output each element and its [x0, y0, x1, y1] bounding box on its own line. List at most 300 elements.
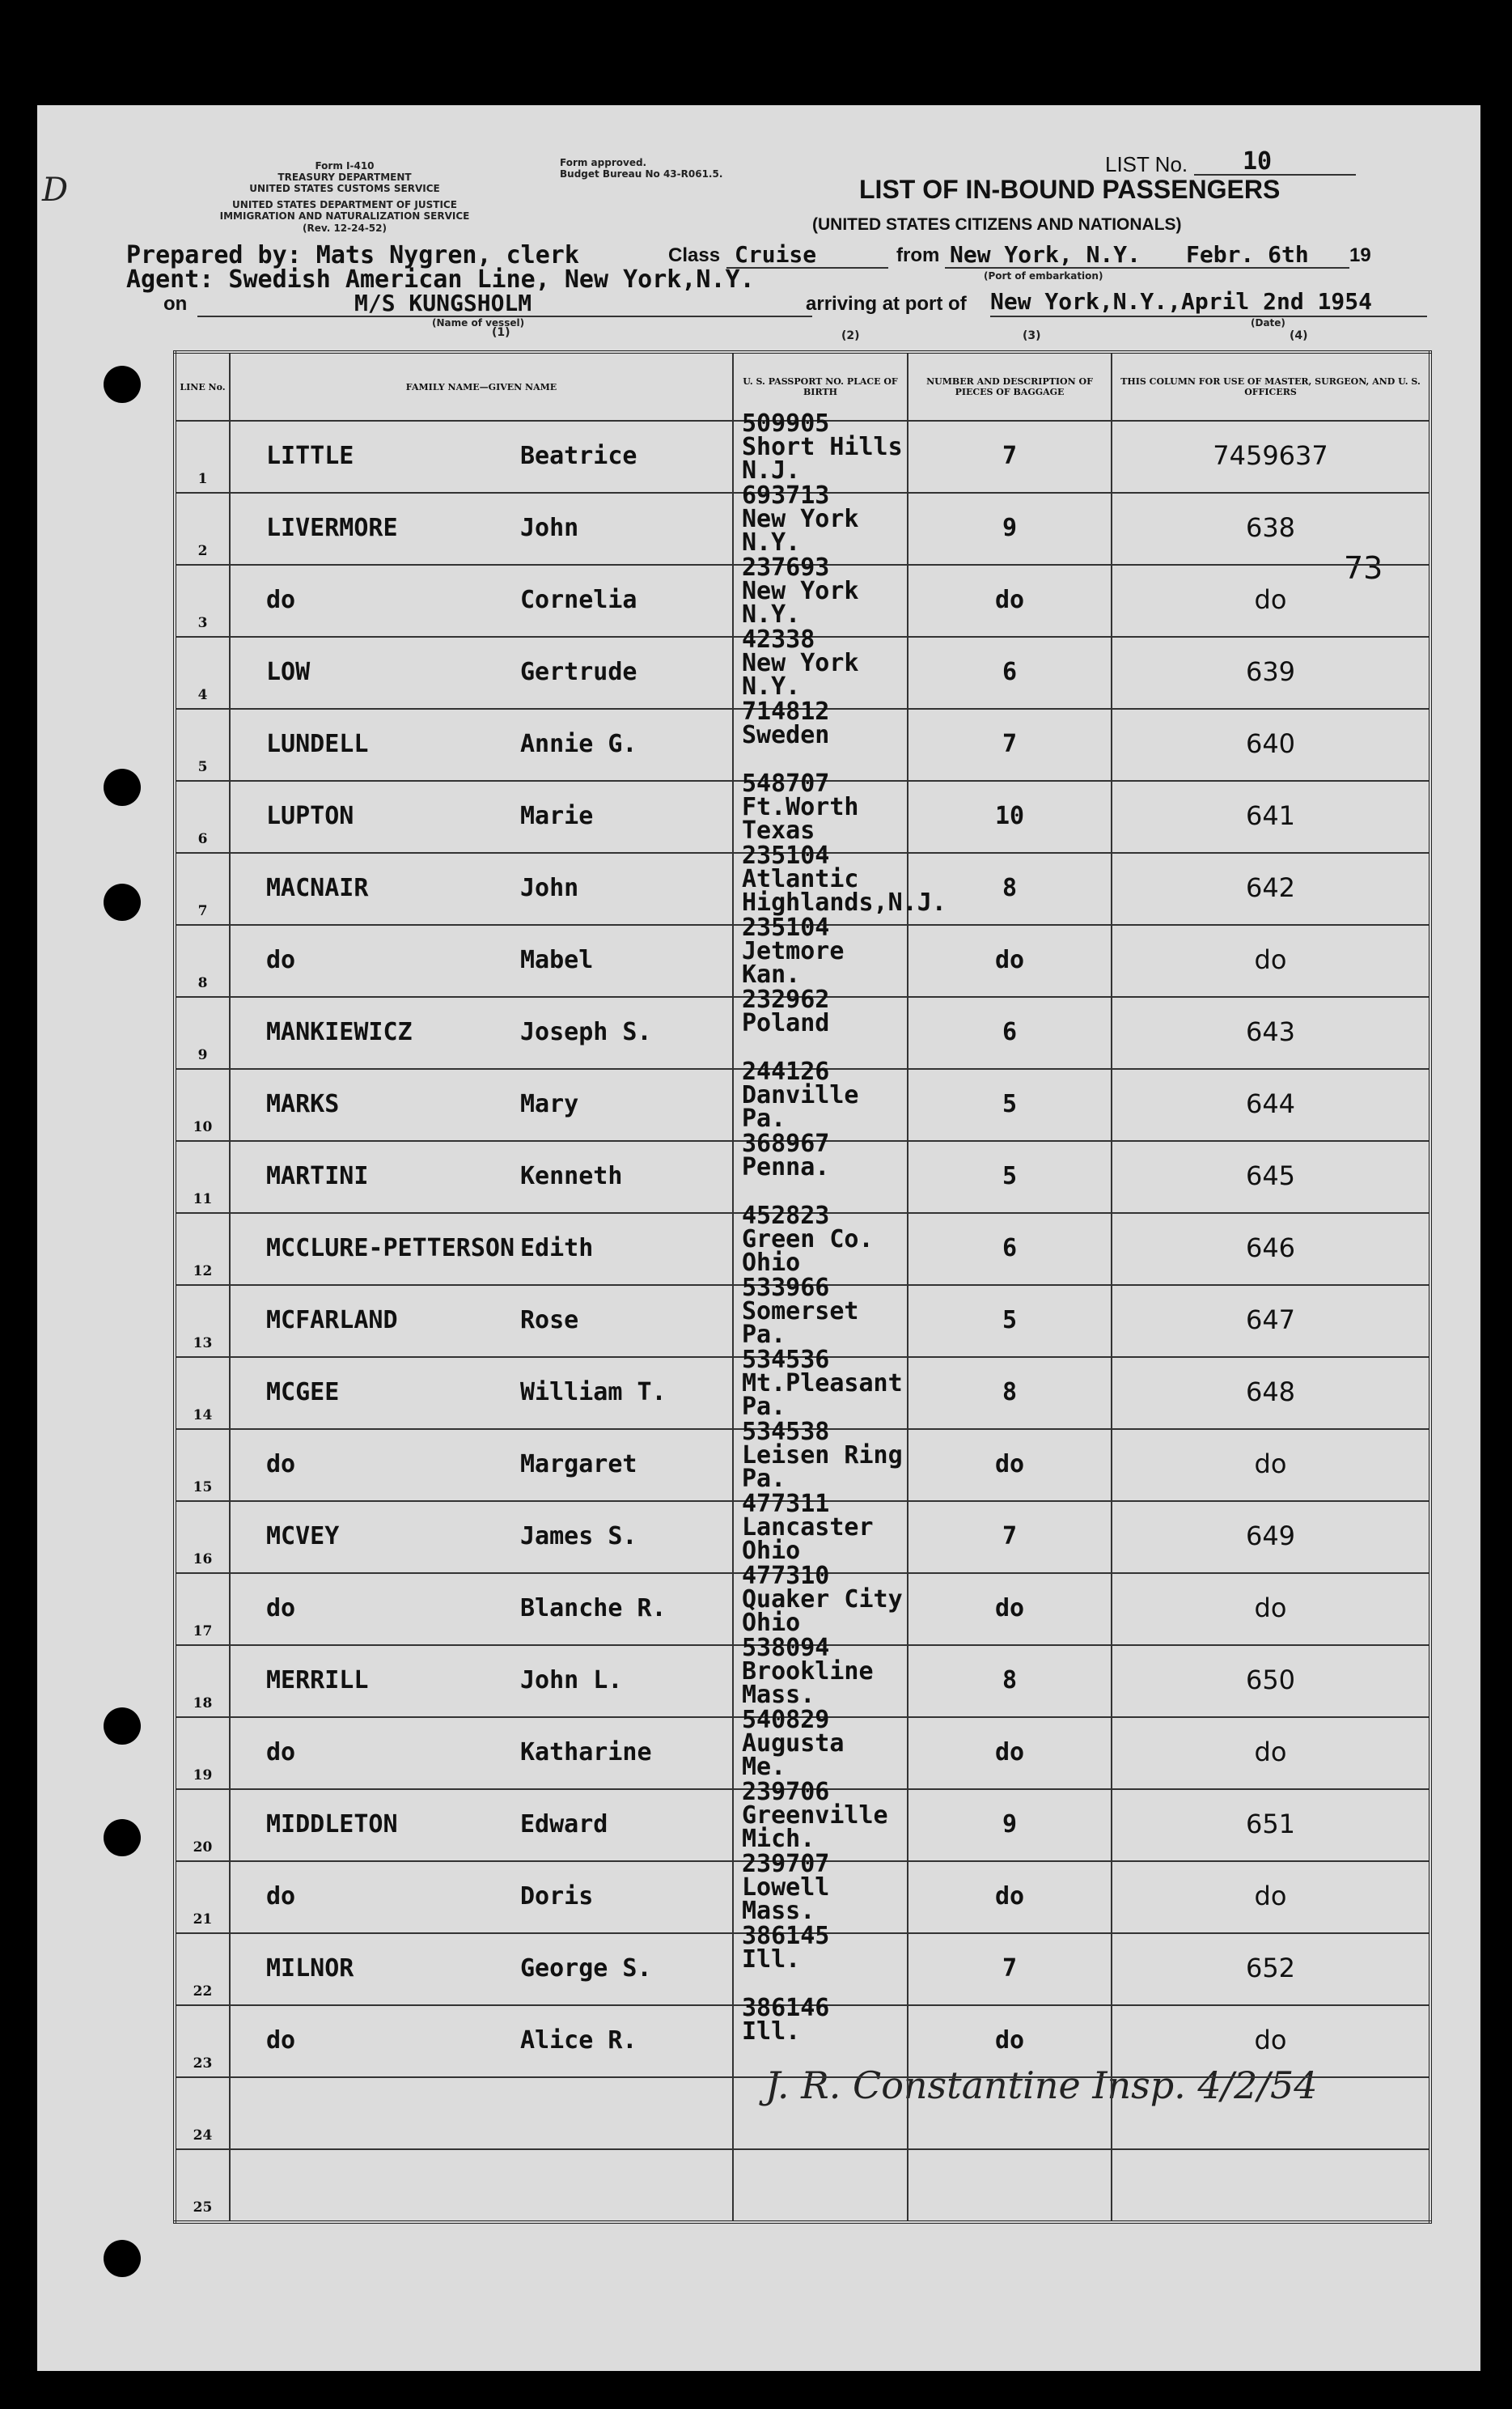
line-number: 3: [197, 615, 208, 631]
baggage-count: do: [994, 1738, 1025, 1766]
line-number-cell: [175, 2005, 230, 2077]
line-number-cell: [175, 1933, 230, 2005]
name-cell: [230, 493, 733, 565]
line-number-cell: [175, 493, 230, 565]
line-number: 9: [197, 1047, 208, 1063]
family-name: MARTINI: [266, 1162, 369, 1190]
table-row: [175, 2005, 1430, 2077]
baggage-count: 8: [1002, 1666, 1018, 1694]
column-number-3: (3): [1023, 329, 1041, 342]
baggage-cell: [908, 1933, 1112, 2005]
line-number-cell: [175, 997, 230, 1069]
passport-number: 534536: [742, 1346, 830, 1374]
place-of-birth-line2: N.Y.: [742, 528, 801, 557]
line-number: 22: [193, 1983, 213, 2000]
official-number: do: [1254, 944, 1287, 975]
vessel-caption: (Name of vessel): [432, 317, 525, 329]
name-cell: [230, 2005, 733, 2077]
baggage-cell: [908, 997, 1112, 1069]
form-title: LIST OF IN-BOUND PASSENGERS: [859, 175, 1281, 204]
official-number: 645: [1245, 1160, 1296, 1191]
baggage-cell: [908, 2149, 1112, 2222]
given-name: Mary: [520, 1090, 579, 1118]
passport-number: 239707: [742, 1850, 830, 1878]
name-cell: [230, 1717, 733, 1789]
from-year: 19: [1349, 244, 1371, 266]
official-number: do: [1254, 584, 1287, 615]
official-cell: [1112, 1357, 1430, 1429]
given-name: Beatrice: [520, 442, 637, 470]
family-name: do: [266, 1594, 296, 1622]
passport-cell: [733, 2149, 908, 2222]
place-of-birth: Greenville: [742, 1801, 888, 1830]
column-number-2: (2): [841, 329, 860, 342]
class-label: Class: [668, 244, 721, 266]
inspector-signature: J. R. Constantine Insp. 4/2/54: [765, 2063, 1318, 2107]
name-cell: [230, 1789, 733, 1861]
binder-hole: [104, 1819, 141, 1856]
baggage-cell: [908, 1069, 1112, 1141]
line-number: 12: [193, 1263, 213, 1279]
official-number: do: [1254, 2025, 1287, 2055]
corner-mark: D: [42, 172, 69, 209]
name-cell: [230, 1213, 733, 1285]
baggage-count: 7: [1002, 442, 1018, 470]
baggage-count: do: [994, 946, 1025, 974]
line-number: 2: [197, 543, 208, 559]
place-of-birth-line2: Ohio: [742, 1249, 801, 1277]
place-of-birth: New York: [742, 505, 859, 533]
form-number: Form I-410: [315, 160, 375, 172]
row-1-extra-number: 73: [1344, 550, 1383, 586]
treasury-department: TREASURY DEPARTMENT: [277, 172, 412, 183]
place-of-birth-line2: Pa.: [742, 1321, 786, 1349]
place-of-birth: Lancaster: [742, 1513, 874, 1542]
line-number-cell: [175, 2077, 230, 2149]
family-name: MCVEY: [266, 1522, 340, 1550]
passport-number: 232962: [742, 986, 830, 1014]
line-number-cell: [175, 925, 230, 997]
official-number: 7459637: [1213, 440, 1328, 471]
name-cell: [230, 997, 733, 1069]
official-number: 639: [1245, 656, 1296, 687]
baggage-cell: [908, 1213, 1112, 1285]
place-of-birth: Brookline: [742, 1657, 874, 1686]
budget-bureau: Budget Bureau No 43-R061.5.: [560, 168, 723, 180]
given-name: William T.: [520, 1378, 667, 1406]
line-number: 11: [193, 1191, 213, 1207]
line-number-cell: [175, 1645, 230, 1717]
official-number: 648: [1245, 1376, 1296, 1407]
line-number: 13: [193, 1335, 213, 1351]
line-number-cell: [175, 637, 230, 709]
baggage-cell: [908, 1141, 1112, 1213]
line-number: 8: [197, 975, 208, 991]
family-name: MERRILL: [266, 1666, 369, 1694]
passport-number: 538094: [742, 1634, 830, 1662]
given-name: Edward: [520, 1810, 608, 1839]
name-cell: [230, 709, 733, 781]
baggage-cell: [908, 2005, 1112, 2077]
line-number: 23: [193, 2055, 213, 2072]
family-name: do: [266, 2026, 296, 2055]
official-cell: [1112, 1789, 1430, 1861]
baggage-count: 7: [1002, 1954, 1018, 1983]
passenger-table: [173, 350, 1432, 2224]
name-cell: [230, 1573, 733, 1645]
passport-number: 477310: [742, 1562, 830, 1590]
family-name: MCGEE: [266, 1378, 340, 1406]
official-number: 646: [1245, 1232, 1296, 1263]
baggage-cell: [908, 565, 1112, 637]
baggage-cell: [908, 1645, 1112, 1717]
official-cell: [1112, 1501, 1430, 1573]
line-number: 6: [197, 831, 208, 847]
from-date: Febr. 6th: [1186, 241, 1309, 268]
place-of-birth: Mt.Pleasant: [742, 1369, 903, 1397]
line-number-cell: [175, 781, 230, 853]
passport-number: 693713: [742, 481, 830, 510]
passport-number: 42338: [742, 626, 815, 654]
given-name: George S.: [520, 1954, 652, 1983]
place-of-birth-line2: Ohio: [742, 1537, 801, 1565]
place-of-birth: Augusta: [742, 1729, 845, 1758]
family-name: do: [266, 586, 296, 614]
official-cell: [1112, 1429, 1430, 1501]
passport-number: 477311: [742, 1490, 830, 1518]
baggage-cell: [908, 1573, 1112, 1645]
column-number-1: (1): [492, 326, 510, 339]
baggage-count: 8: [1002, 1378, 1018, 1406]
line-number: 10: [193, 1119, 213, 1135]
arriving-port-date: New York,N.Y.,April 2nd 1954: [990, 288, 1373, 315]
baggage-count: 5: [1002, 1306, 1018, 1334]
place-of-birth: Ft.Worth: [742, 793, 859, 821]
line-number: 1: [197, 471, 208, 487]
line-number-cell: [175, 421, 230, 493]
class-value: Cruise: [735, 241, 817, 268]
official-cell: [1112, 853, 1430, 925]
given-name: Kenneth: [520, 1162, 623, 1190]
official-cell: [1112, 1717, 1430, 1789]
place-of-birth-line2: N.J.: [742, 456, 801, 485]
place-of-birth-line2: Mich.: [742, 1825, 815, 1853]
column-number-4: (4): [1290, 329, 1308, 342]
place-of-birth-line2: Me.: [742, 1753, 786, 1781]
binder-hole: [104, 366, 141, 403]
official-number: 640: [1245, 728, 1296, 759]
family-name: do: [266, 1882, 296, 1911]
given-name: Edith: [520, 1234, 594, 1262]
arriving-underline: [990, 316, 1427, 317]
baggage-count: 6: [1002, 1018, 1018, 1046]
place-of-birth-line2: Pa.: [742, 1465, 786, 1493]
given-name: Alice R.: [520, 2026, 637, 2055]
place-of-birth: New York: [742, 649, 859, 677]
line-number: 14: [193, 1407, 213, 1423]
place-of-birth-line2: Mass.: [742, 1681, 815, 1709]
passport-cell: [733, 2077, 908, 2149]
given-name: Katharine: [520, 1738, 652, 1766]
name-cell: [230, 421, 733, 493]
form-subtitle: (UNITED STATES CITIZENS AND NATIONALS): [812, 215, 1182, 234]
official-number: 651: [1245, 1809, 1296, 1839]
baggage-cell: [908, 421, 1112, 493]
passport-number: 386145: [742, 1922, 830, 1950]
official-cell: [1112, 493, 1430, 565]
official-cell: [1112, 637, 1430, 709]
line-number-cell: [175, 853, 230, 925]
passport-number: 533966: [742, 1274, 830, 1302]
binder-hole: [104, 2240, 141, 2277]
official-cell: [1112, 781, 1430, 853]
binder-hole: [104, 1707, 141, 1745]
line-number-cell: [175, 2149, 230, 2222]
baggage-count: do: [994, 586, 1025, 614]
official-cell: [1112, 1141, 1430, 1213]
line-number-cell: [175, 1717, 230, 1789]
baggage-count: 10: [994, 802, 1025, 830]
baggage-cell: [908, 637, 1112, 709]
header-passport: U. S. PASSPORT NO. PLACE OF BIRTH: [733, 352, 908, 421]
from-label: from: [896, 244, 940, 266]
port-caption: (Port of embarkation): [984, 270, 1103, 282]
official-number: 638: [1245, 512, 1296, 543]
place-of-birth: Penna.: [742, 1153, 830, 1181]
official-cell: [1112, 1213, 1430, 1285]
passport-number: 237693: [742, 553, 830, 582]
place-of-birth: Green Co.: [742, 1225, 874, 1253]
header-baggage: NUMBER AND DESCRIPTION OF PIECES OF BAGGAGE: [908, 352, 1112, 421]
family-name: MARKS: [266, 1090, 340, 1118]
name-cell: [230, 2077, 733, 2149]
place-of-birth: Ill.: [742, 1945, 801, 1974]
baggage-count: 5: [1002, 1162, 1018, 1190]
name-cell: [230, 781, 733, 853]
baggage-count: 7: [1002, 730, 1018, 758]
given-name: Margaret: [520, 1450, 637, 1478]
official-cell: [1112, 1573, 1430, 1645]
place-of-birth: New York: [742, 577, 859, 605]
place-of-birth: Leisen Ring: [742, 1441, 903, 1470]
place-of-birth: Lowell: [742, 1873, 830, 1902]
place-of-birth-line2: Texas: [742, 816, 815, 845]
baggage-cell: [908, 1501, 1112, 1573]
line-number: 17: [193, 1623, 213, 1639]
name-cell: [230, 565, 733, 637]
official-cell: [1112, 2005, 1430, 2077]
vessel-name: M/S KUNGSHOLM: [354, 290, 532, 316]
line-number: 21: [193, 1911, 213, 1928]
place-of-birth-line2: Mass.: [742, 1897, 815, 1925]
baggage-count: 6: [1002, 658, 1018, 686]
family-name: do: [266, 1738, 296, 1766]
family-name: LUPTON: [266, 802, 354, 830]
place-of-birth-line2: Pa.: [742, 1393, 786, 1421]
name-cell: [230, 1069, 733, 1141]
baggage-cell: [908, 1789, 1112, 1861]
family-name: LUNDELL: [266, 730, 369, 758]
passport-number: 540829: [742, 1706, 830, 1734]
line-number: 20: [193, 1839, 213, 1856]
official-cell: [1112, 2077, 1430, 2149]
line-number: 15: [193, 1479, 213, 1495]
official-cell: [1112, 997, 1430, 1069]
given-name: Marie: [520, 802, 594, 830]
place-of-birth: Jetmore: [742, 937, 845, 965]
line-number-cell: [175, 709, 230, 781]
family-name: LIVERMORE: [266, 514, 398, 542]
from-port: New York, N.Y.: [950, 241, 1141, 268]
line-number-cell: [175, 1789, 230, 1861]
line-number-cell: [175, 1357, 230, 1429]
passport-number: 239706: [742, 1778, 830, 1806]
name-cell: [230, 637, 733, 709]
passport-cell: [733, 1994, 908, 2077]
line-number-cell: [175, 1141, 230, 1213]
prepared-by: Prepared by: Mats Nygren, clerk: [126, 241, 579, 269]
baggage-cell: [908, 1861, 1112, 1933]
passport-number: 548707: [742, 770, 830, 798]
given-name: Joseph S.: [520, 1018, 652, 1046]
form-approved: Form approved.: [560, 157, 647, 168]
name-cell: [230, 1429, 733, 1501]
official-cell: [1112, 925, 1430, 997]
baggage-count: 5: [1002, 1090, 1018, 1118]
family-name: MCFARLAND: [266, 1306, 398, 1334]
official-number: 641: [1245, 800, 1296, 831]
official-cell: [1112, 1645, 1430, 1717]
given-name: John: [520, 514, 579, 542]
official-number: 643: [1245, 1016, 1296, 1047]
baggage-cell: [908, 1717, 1112, 1789]
given-name: James S.: [520, 1522, 637, 1550]
name-cell: [230, 853, 733, 925]
baggage-count: 6: [1002, 1234, 1018, 1262]
baggage-count: 8: [1002, 874, 1018, 902]
place-of-birth-line2: Ohio: [742, 1609, 801, 1637]
line-number: 5: [197, 759, 208, 775]
date-caption: (Date): [1251, 317, 1285, 329]
line-number: 19: [193, 1767, 213, 1783]
place-of-birth-line2: Pa.: [742, 1105, 786, 1133]
binder-hole: [104, 769, 141, 806]
arriving-label: arriving at port of: [806, 293, 967, 315]
given-name: Rose: [520, 1306, 579, 1334]
baggage-count: do: [994, 2026, 1025, 2055]
from-underline: [945, 267, 1349, 269]
baggage-cell: [908, 1357, 1112, 1429]
header-line-no: LINE No.: [175, 352, 230, 421]
baggage-count: 9: [1002, 514, 1018, 542]
official-number: 647: [1245, 1304, 1296, 1335]
official-cell: [1112, 1933, 1430, 2005]
family-name: MACNAIR: [266, 874, 369, 902]
given-name: Doris: [520, 1882, 594, 1911]
passport-number: 509905: [742, 409, 830, 438]
name-cell: [230, 925, 733, 997]
baggage-cell: [908, 925, 1112, 997]
official-number: 649: [1245, 1520, 1296, 1551]
line-number-cell: [175, 565, 230, 637]
baggage-cell: [908, 853, 1112, 925]
family-name: LOW: [266, 658, 311, 686]
header-official: THIS COLUMN FOR USE OF MASTER, SURGEON, AND U. S. OFFICERS: [1112, 352, 1430, 421]
customs-service: UNITED STATES CUSTOMS SERVICE: [249, 183, 440, 194]
passport-number: 235104: [742, 842, 830, 870]
line-number-cell: [175, 1573, 230, 1645]
name-cell: [230, 1141, 733, 1213]
official-number: 644: [1245, 1088, 1296, 1119]
naturalization-service: IMMIGRATION AND NATURALIZATION SERVICE: [219, 210, 470, 222]
official-number: do: [1254, 1593, 1287, 1623]
line-number-cell: [175, 1285, 230, 1357]
given-name: Annie G.: [520, 730, 637, 758]
place-of-birth-line2: N.Y.: [742, 672, 801, 701]
given-name: Cornelia: [520, 586, 637, 614]
line-number: 24: [193, 2127, 213, 2144]
given-name: Blanche R.: [520, 1594, 667, 1622]
given-name: Mabel: [520, 946, 594, 974]
line-number: 4: [197, 687, 208, 703]
official-cell: [1112, 1285, 1430, 1357]
justice-department: UNITED STATES DEPARTMENT OF JUSTICE: [232, 199, 457, 210]
place-of-birth: Somerset: [742, 1297, 859, 1325]
line-number: 25: [193, 2199, 213, 2216]
official-number: 642: [1245, 872, 1296, 903]
passport-number: 534538: [742, 1418, 830, 1446]
official-number: do: [1254, 1737, 1287, 1767]
baggage-cell: [908, 709, 1112, 781]
baggage-cell: [908, 781, 1112, 853]
given-name: Gertrude: [520, 658, 637, 686]
official-number: do: [1254, 1448, 1287, 1479]
place-of-birth: Danville: [742, 1081, 859, 1109]
name-cell: [230, 1501, 733, 1573]
passport-number: 235104: [742, 914, 830, 942]
name-cell: [230, 1357, 733, 1429]
family-name: do: [266, 946, 296, 974]
baggage-count: do: [994, 1594, 1025, 1622]
line-number-cell: [175, 1501, 230, 1573]
official-number: do: [1254, 1881, 1287, 1911]
list-number-label: LIST No.: [1105, 152, 1188, 176]
agent: Agent: Swedish American Line, New York,N.Y.: [126, 265, 755, 294]
line-number-cell: [175, 1069, 230, 1141]
place-of-birth: Poland: [742, 1009, 830, 1037]
name-cell: [230, 1285, 733, 1357]
place-of-birth-line2: Highlands,N.J.: [742, 889, 947, 917]
passport-number: 368967: [742, 1130, 830, 1158]
line-number-cell: [175, 1213, 230, 1285]
baggage-count: do: [994, 1450, 1025, 1478]
passport-number: 714812: [742, 698, 830, 726]
class-underline: [726, 267, 888, 269]
baggage-cell: [908, 493, 1112, 565]
given-name: John: [520, 874, 579, 902]
passport-number: 244126: [742, 1058, 830, 1086]
place-of-birth: Short Hills: [742, 433, 903, 461]
line-number: 16: [193, 1551, 213, 1567]
baggage-count: 7: [1002, 1522, 1018, 1550]
passport-number: 386146: [742, 1994, 830, 2022]
line-number-cell: [175, 1861, 230, 1933]
binder-hole: [104, 884, 141, 921]
list-number: 10: [1243, 147, 1273, 176]
line-number-cell: [175, 1429, 230, 1501]
official-cell: [1112, 709, 1430, 781]
family-name: MCCLURE-PETTERSON: [266, 1234, 515, 1262]
